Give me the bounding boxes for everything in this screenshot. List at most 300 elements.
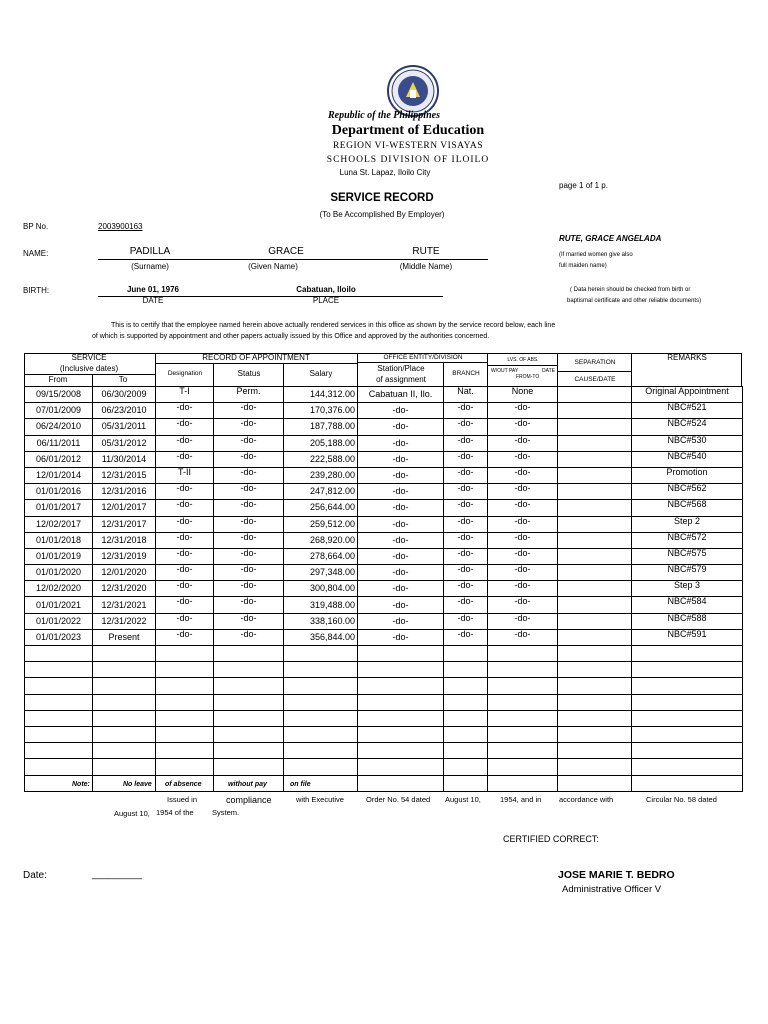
station-cell: -do- [358,484,444,500]
station-cell [358,646,444,662]
col-record-appointment: RECORD OF APPOINTMENT [202,353,310,362]
lvs-cell: -do- [488,419,558,435]
separation-cell [558,629,632,645]
to-cell [93,743,156,759]
document-subtitle: (To Be Accomplished By Employer) [319,210,445,219]
remarks-cell [632,759,743,775]
remarks-cell: NBC#521 [632,403,743,419]
empty-table-row [25,646,743,662]
lvs-cell: -do- [488,403,558,419]
designation-cell [156,710,214,726]
separation-cell [558,500,632,516]
status-cell: -do- [214,419,284,435]
status-cell: Perm. [214,387,284,403]
to-cell: 12/01/2017 [93,500,156,516]
station-cell: Cabatuan II, Ilo. [358,387,444,403]
birth-note-2: baptismal certificate and other reliable documents) [567,298,702,304]
to-cell: 12/31/2022 [93,613,156,629]
to-cell [93,710,156,726]
station-cell [358,694,444,710]
married-note-1: (If married women give also [559,252,633,258]
salary-cell: 170,376.00 [284,403,358,419]
status-cell: -do- [214,451,284,467]
place-caption: PLACE [312,296,340,305]
table-row [25,516,743,532]
lvs-cell: -do- [488,467,558,483]
lvs-cell [488,646,558,662]
given-name-value: GRACE [268,246,304,257]
to-cell: 12/31/2016 [93,484,156,500]
lvs-cell [488,759,558,775]
designation-cell: -do- [156,597,214,613]
from-cell: 01/01/2021 [25,597,93,613]
to-cell [93,726,156,742]
status-cell: -do- [214,403,284,419]
branch-cell: -do- [444,532,488,548]
lvs-cell: -do- [488,548,558,564]
remarks-cell: NBC#568 [632,500,743,516]
separation-cell [558,484,632,500]
salary-cell: 297,348.00 [284,565,358,581]
to-cell: 12/31/2020 [93,581,156,597]
note-line3-3: System. [212,808,240,817]
station-cell [358,759,444,775]
separation-cell [558,743,632,759]
salary-cell: 278,664.00 [284,548,358,564]
separation-cell [558,710,632,726]
status-cell [214,726,284,742]
designation-cell: -do- [156,500,214,516]
surname-caption: (Surname) [131,262,169,271]
from-cell: 01/01/2020 [25,565,93,581]
from-cell: 06/24/2010 [25,419,93,435]
station-cell [358,678,444,694]
remarks-cell [632,775,743,791]
status-cell: -do- [214,613,284,629]
designation-cell: -do- [156,435,214,451]
status-cell: -do- [214,516,284,532]
station-cell: -do- [358,500,444,516]
division-heading: SCHOOLS DIVISION OF ILOILO [326,155,490,165]
separation-cell [558,581,632,597]
salary-cell [284,710,358,726]
middle-name-caption: (Middle Name) [399,262,453,271]
separation-cell [558,516,632,532]
service-record-table [24,386,743,792]
designation-cell: -do- [156,419,214,435]
from-cell: 06/11/2011 [25,435,93,451]
separation-cell [558,726,632,742]
col-wout-pay: W/OUT PAY [491,368,519,374]
status-cell: -do- [214,435,284,451]
station-cell: -do- [358,435,444,451]
branch-cell: -do- [444,467,488,483]
table-row [25,629,743,645]
to-cell [93,759,156,775]
remarks-cell [632,646,743,662]
designation-cell: T-II [156,467,214,483]
table-row [25,548,743,564]
from-cell [25,759,93,775]
bp-label: BP No. [23,222,49,231]
remarks-cell: NBC#562 [632,484,743,500]
col-designation: Designation [167,370,203,377]
empty-table-row [25,710,743,726]
branch-cell: Nat. [444,387,488,403]
page-indicator: page 1 of 1 p. [559,181,608,190]
salary-cell: 268,920.00 [284,532,358,548]
to-cell: 12/31/2019 [93,548,156,564]
salary-cell: 205,188.00 [284,435,358,451]
certify-text-line-1: This is to certify that the employee named herein above actually rendered services in this office as shown by the service record below, each line [111,322,556,329]
col-lvs-date: DATE [542,368,555,374]
separation-cell [558,387,632,403]
remarks-cell: NBC#575 [632,548,743,564]
note-word-3: of absence [165,781,202,788]
station-cell: -do- [358,548,444,564]
given-name-caption: (Given Name) [248,262,298,271]
col-from: From [48,375,68,384]
note-line2-7: accordance with [559,795,614,804]
separation-cell [558,759,632,775]
col-inclusive-dates: (Inclusive dates) [59,364,119,373]
remarks-cell: NBC#584 [632,597,743,613]
to-cell [93,646,156,662]
empty-table-row [25,662,743,678]
station-cell: -do- [358,532,444,548]
branch-cell: -do- [444,451,488,467]
remarks-cell: NBC#530 [632,435,743,451]
note-line2-2: compliance [226,795,272,805]
col-salary: Salary [309,369,333,378]
col-office-entity: OFFICE ENTITY/DIVISION [383,354,463,361]
status-cell: -do- [214,581,284,597]
note-line2-4: Order No. 54 dated [366,795,431,804]
from-cell: 12/02/2020 [25,581,93,597]
separation-cell [558,597,632,613]
branch-cell [444,726,488,742]
designation-cell: -do- [156,403,214,419]
from-cell: 09/15/2008 [25,387,93,403]
remarks-cell [632,726,743,742]
branch-cell: -do- [444,597,488,613]
remarks-cell: NBC#572 [632,532,743,548]
salary-cell: 247,812.00 [284,484,358,500]
lvs-cell [488,775,558,791]
remarks-cell [632,678,743,694]
branch-cell: -do- [444,500,488,516]
lvs-cell: -do- [488,597,558,613]
station-cell: -do- [358,403,444,419]
table-row [25,484,743,500]
remarks-cell: Promotion [632,467,743,483]
table-row [25,451,743,467]
birth-place-value: Cabatuan, Iloilo [296,285,356,294]
remarks-cell: Original Appointment [632,387,743,403]
station-cell [358,662,444,678]
lvs-cell: -do- [488,613,558,629]
salary-cell: 300,804.00 [284,581,358,597]
branch-cell: -do- [444,613,488,629]
name-label: NAME: [23,249,49,258]
to-cell: 11/30/2014 [93,451,156,467]
status-cell [214,759,284,775]
status-cell [214,662,284,678]
branch-cell: -do- [444,565,488,581]
to-cell: 05/31/2012 [93,435,156,451]
separation-cell [558,646,632,662]
separation-cell [558,662,632,678]
lvs-cell: None [488,387,558,403]
to-cell: 12/31/2018 [93,532,156,548]
service-record-body [25,387,743,792]
bp-number: 2003900163 [98,222,143,231]
station-cell: -do- [358,451,444,467]
designation-cell: -do- [156,629,214,645]
office-address: Luna St. Lapaz, Iloilo City [339,168,431,177]
name-underline [98,259,488,260]
remarks-cell: NBC#579 [632,565,743,581]
note-word-4: without pay [228,781,267,788]
lvs-cell: -do- [488,500,558,516]
salary-cell: 259,512.00 [284,516,358,532]
from-cell [25,678,93,694]
branch-cell [444,743,488,759]
separation-cell [558,467,632,483]
empty-table-row [25,694,743,710]
status-cell: -do- [214,548,284,564]
salary-cell [284,662,358,678]
date-caption: DATE [142,296,164,305]
col-lvs: LVS. OF ABS. [507,357,539,363]
salary-cell [284,726,358,742]
table-row [25,532,743,548]
to-cell: 12/31/2021 [93,597,156,613]
lvs-cell: -do- [488,581,558,597]
salary-cell: 338,160.00 [284,613,358,629]
station-cell: -do- [358,597,444,613]
note-line2-3: with Executive [296,795,344,804]
lvs-cell [488,743,558,759]
certified-correct-label: CERTIFIED CORRECT: [503,834,599,844]
remarks-cell [632,694,743,710]
status-cell [214,678,284,694]
status-cell: -do- [214,532,284,548]
designation-cell [156,743,214,759]
remarks-cell [632,662,743,678]
station-cell: -do- [358,581,444,597]
salary-cell: 144,312.00 [284,387,358,403]
lvs-cell [488,726,558,742]
designation-cell [156,662,214,678]
separation-cell [558,548,632,564]
table-row [25,613,743,629]
separation-cell [558,532,632,548]
salary-cell [284,678,358,694]
designation-cell [156,726,214,742]
lvs-cell: -do- [488,484,558,500]
note-line2-1: Issued in [167,795,198,804]
col-status: Status [237,369,261,378]
birth-note-1: ( Data herein should be checked from birth or [570,287,691,293]
to-cell: 12/01/2020 [93,565,156,581]
status-cell: -do- [214,500,284,516]
status-cell: -do- [214,467,284,483]
to-cell [93,662,156,678]
empty-table-row [25,743,743,759]
from-cell: 07/01/2009 [25,403,93,419]
status-cell: -do- [214,565,284,581]
from-cell: 01/01/2019 [25,548,93,564]
status-cell [214,743,284,759]
station-cell [358,726,444,742]
separation-cell [558,678,632,694]
note-line2-6: 1954, and in [500,795,542,804]
col-cause-date: CAUSE/DATE [574,376,616,383]
separation-cell [558,419,632,435]
region-heading: REGION VI-WESTERN VISAYAS [332,141,484,151]
separation-cell [558,451,632,467]
col-separation: SEPARATION [574,359,616,366]
from-cell: 01/01/2022 [25,613,93,629]
col-station-1: Station/Place [377,364,425,373]
branch-cell [444,759,488,775]
certify-text-line-2: of which is supported by appointment and other papers actually issued by this Office and approved by the authorities concerned. [92,333,490,340]
from-cell: 12/01/2014 [25,467,93,483]
branch-cell [444,710,488,726]
from-cell: 06/01/2012 [25,451,93,467]
empty-table-row [25,759,743,775]
from-cell: 01/01/2017 [25,500,93,516]
designation-cell: T-I [156,387,214,403]
empty-table-row [25,678,743,694]
salary-cell [284,743,358,759]
designation-cell: -do- [156,613,214,629]
from-cell [25,662,93,678]
from-cell: 01/01/2016 [25,484,93,500]
signatory-name: JOSE MARIE T. BEDRO [558,869,675,881]
salary-cell [284,759,358,775]
to-cell: 06/30/2009 [93,387,156,403]
lvs-cell: -do- [488,565,558,581]
designation-cell [156,694,214,710]
designation-cell: -do- [156,548,214,564]
remarks-cell [632,710,743,726]
station-cell: -do- [358,629,444,645]
remarks-cell: NBC#524 [632,419,743,435]
married-note-2: full maiden name) [559,263,607,269]
lvs-cell [488,662,558,678]
status-cell: -do- [214,597,284,613]
designation-cell: -do- [156,484,214,500]
branch-cell: -do- [444,581,488,597]
lvs-cell: -do- [488,516,558,532]
from-cell [25,710,93,726]
station-cell: -do- [358,613,444,629]
to-cell [93,694,156,710]
branch-cell: -do- [444,484,488,500]
republic-heading: Republic of the Philippines [328,110,440,121]
branch-cell [444,646,488,662]
remarks-cell [632,743,743,759]
designation-cell [156,646,214,662]
salary-cell: 256,644.00 [284,500,358,516]
department-heading: Department of Education [331,123,485,138]
designation-cell: -do- [156,532,214,548]
separation-cell [558,403,632,419]
branch-cell [444,694,488,710]
note-line2-8: Circular No. 58 dated [646,795,717,804]
designation-cell: -do- [156,451,214,467]
remarks-cell: NBC#540 [632,451,743,467]
salary-cell [284,646,358,662]
branch-cell: -do- [444,548,488,564]
table-row [25,467,743,483]
from-cell: 12/02/2017 [25,516,93,532]
note-line3-1: August 10, [114,809,150,818]
to-cell: 12/31/2017 [93,516,156,532]
status-cell: -do- [214,629,284,645]
middle-name-value: RUTE [412,246,440,257]
salary-cell: 319,488.00 [284,597,358,613]
branch-cell [444,662,488,678]
lvs-cell [488,694,558,710]
lvs-cell: -do- [488,629,558,645]
remarks-cell: Step 2 [632,516,743,532]
document-title: SERVICE RECORD [330,192,434,204]
station-cell: -do- [358,516,444,532]
col-remarks: REMARKS [667,353,707,362]
designation-cell [156,759,214,775]
to-cell: 05/31/2011 [93,419,156,435]
salary-cell: 222,588.00 [284,451,358,467]
to-cell: 12/31/2015 [93,467,156,483]
station-cell [358,775,444,791]
separation-cell [558,565,632,581]
status-cell [214,694,284,710]
branch-cell: -do- [444,629,488,645]
branch-cell [444,775,488,791]
remarks-cell: NBC#591 [632,629,743,645]
separation-cell [558,613,632,629]
station-cell [358,710,444,726]
from-cell [25,646,93,662]
remarks-cell: Step 3 [632,581,743,597]
station-cell [358,743,444,759]
designation-cell: -do- [156,516,214,532]
col-station-2: of assignment [376,375,426,384]
empty-table-row [25,726,743,742]
from-cell: 01/01/2018 [25,532,93,548]
salary-cell: 239,280.00 [284,467,358,483]
branch-cell: -do- [444,419,488,435]
table-row [25,597,743,613]
table-row [25,387,743,403]
remarks-cell: NBC#588 [632,613,743,629]
station-cell: -do- [358,419,444,435]
signatory-position: Administrative Officer V [562,884,662,895]
from-cell [25,694,93,710]
col-service: SERVICE [71,353,107,362]
salary-cell: 187,788.00 [284,419,358,435]
branch-cell [444,678,488,694]
birth-date-value: June 01, 1976 [126,285,180,294]
birth-label: BIRTH: [23,286,50,295]
branch-cell: -do- [444,435,488,451]
designation-cell: -do- [156,565,214,581]
table-row [25,403,743,419]
salary-cell: 356,844.00 [284,629,358,645]
